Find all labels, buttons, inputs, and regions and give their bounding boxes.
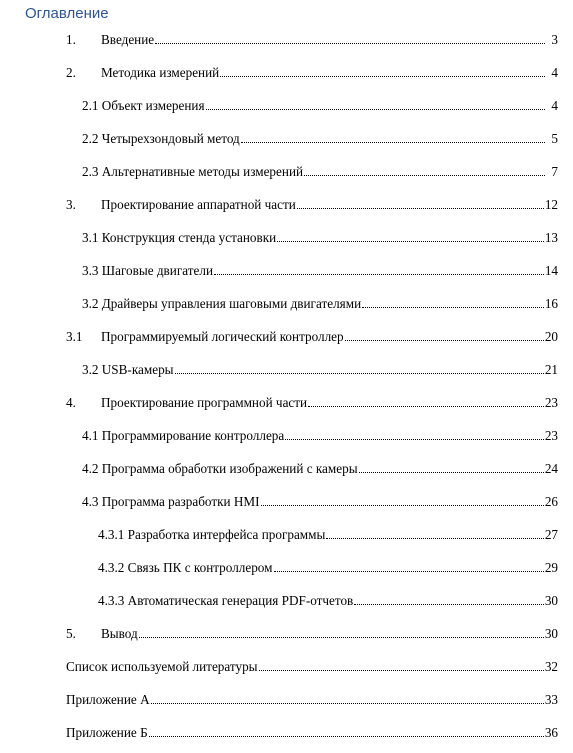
toc-entry-number: 3. <box>66 197 76 212</box>
toc-entry[interactable] <box>66 657 558 675</box>
toc-entry[interactable] <box>66 723 558 741</box>
toc-heading: Оглавление <box>25 5 109 22</box>
dot-leader <box>362 307 544 308</box>
toc-entry-title: Вывод <box>101 626 138 641</box>
toc-entry-page: 30 <box>544 626 558 641</box>
toc-entry[interactable] <box>82 360 558 378</box>
dot-leader <box>151 703 544 704</box>
toc-entry-page: 26 <box>544 494 558 509</box>
dot-leader <box>206 109 545 110</box>
dot-leader <box>297 208 544 209</box>
dot-leader <box>261 505 544 506</box>
toc-entry-page: 32 <box>544 659 558 674</box>
toc-entry-page: 3 <box>551 32 558 47</box>
toc-entry-title: 3.1 Конструкция стенда установки <box>82 230 277 245</box>
dot-leader <box>241 142 545 143</box>
toc-entry[interactable] <box>66 690 558 708</box>
toc-entry-page: 14 <box>544 263 558 278</box>
toc-entry-title: Программируемый логический контроллер <box>101 329 344 344</box>
toc-entry[interactable] <box>82 96 558 114</box>
toc-entry-page: 20 <box>544 329 558 344</box>
dot-leader <box>274 571 544 572</box>
toc-entry-title: Проектирование аппаратной части <box>101 197 296 212</box>
toc-entry[interactable] <box>82 492 558 510</box>
toc-entry[interactable] <box>82 294 558 312</box>
toc-entry-page: 4 <box>551 65 558 80</box>
toc-entry-title: Приложение А <box>66 692 150 707</box>
toc-entry-page: 4 <box>551 98 558 113</box>
toc-entry-title: 4.3.2 Связь ПК с контроллером <box>98 560 273 575</box>
dot-leader <box>259 670 544 671</box>
dot-leader <box>304 175 545 176</box>
toc-entry-title: Список используемой литературы <box>66 659 258 674</box>
toc-entry-number: 2. <box>66 65 76 80</box>
toc-entry-title: 4.3 Программа разработки HMI <box>82 494 260 509</box>
dot-leader <box>345 340 544 341</box>
toc-entry-number: 4. <box>66 395 76 410</box>
toc-entry-title: 4.2 Программа обработки изображений с камеры <box>82 461 358 476</box>
toc-entry-page: 7 <box>551 164 558 179</box>
toc-entry[interactable] <box>98 525 558 543</box>
dot-leader <box>277 241 544 242</box>
toc-entry-page: 24 <box>544 461 558 476</box>
toc-entry-page: 16 <box>544 296 558 311</box>
toc-entry[interactable] <box>66 30 558 48</box>
toc-entry[interactable] <box>98 591 558 609</box>
toc-entry-page: 23 <box>544 428 558 443</box>
toc-entry[interactable] <box>66 195 558 213</box>
toc-entry[interactable] <box>82 426 558 444</box>
dot-leader <box>139 637 544 638</box>
toc-entry-title: 3.3 Шаговые двигатели <box>82 263 214 278</box>
toc-entry-title: Методика измерений <box>101 65 220 80</box>
toc-entry-title: 2.1 Объект измерения <box>82 98 205 113</box>
toc-entry-number: 3.1 <box>66 329 83 344</box>
toc-entry-title: 4.3.1 Разработка интерфейса программы <box>98 527 326 542</box>
toc-entry-title: 4.1 Программирование контроллера <box>82 428 285 443</box>
toc-entry-title: 3.2 USB-камеры <box>82 362 174 377</box>
dot-leader <box>175 373 544 374</box>
dot-leader <box>326 538 543 539</box>
toc-entry-page: 29 <box>544 560 558 575</box>
toc-entry-page: 23 <box>544 395 558 410</box>
toc-entry[interactable] <box>98 558 558 576</box>
toc-entry[interactable] <box>82 162 558 180</box>
toc-entry[interactable] <box>66 624 558 642</box>
toc-entry-title: Проектирование программной части <box>101 395 308 410</box>
toc-entry-title: 4.3.3 Автоматическая генерация PDF-отчетов <box>98 593 354 608</box>
toc-entry-page: 5 <box>551 131 558 146</box>
toc-entry-title: 2.3 Альтернативные методы измерений <box>82 164 304 179</box>
toc-entry[interactable] <box>66 393 558 411</box>
toc-entry-title: Введение <box>101 32 155 47</box>
toc-entry-title: 2.2 Четырехзондовый метод <box>82 131 240 146</box>
toc-entry-number: 5. <box>66 626 76 641</box>
toc-entry-page: 27 <box>544 527 558 542</box>
toc-entry-page: 12 <box>544 197 558 212</box>
toc-entry[interactable] <box>82 228 558 246</box>
toc-entry-page: 13 <box>544 230 558 245</box>
dot-leader <box>359 472 544 473</box>
dot-leader <box>285 439 544 440</box>
dot-leader <box>308 406 544 407</box>
dot-leader <box>155 43 545 44</box>
dot-leader <box>214 274 544 275</box>
toc-entry[interactable] <box>82 129 558 147</box>
toc-entry-page: 36 <box>544 725 558 740</box>
toc-entry-number: 1. <box>66 32 76 47</box>
toc-entry-page: 30 <box>544 593 558 608</box>
dot-leader <box>149 736 544 737</box>
toc-entry[interactable] <box>66 327 558 345</box>
toc-entry-page: 21 <box>544 362 558 377</box>
toc-entry[interactable] <box>66 63 558 81</box>
toc-entry[interactable] <box>82 459 558 477</box>
toc-entry-title: 3.2 Драйверы управления шаговыми двигателями <box>82 296 362 311</box>
dot-leader <box>220 76 545 77</box>
toc-entry-title: Приложение Б <box>66 725 148 740</box>
toc-entry-page: 33 <box>544 692 558 707</box>
dot-leader <box>354 604 544 605</box>
toc-entry[interactable] <box>82 261 558 279</box>
